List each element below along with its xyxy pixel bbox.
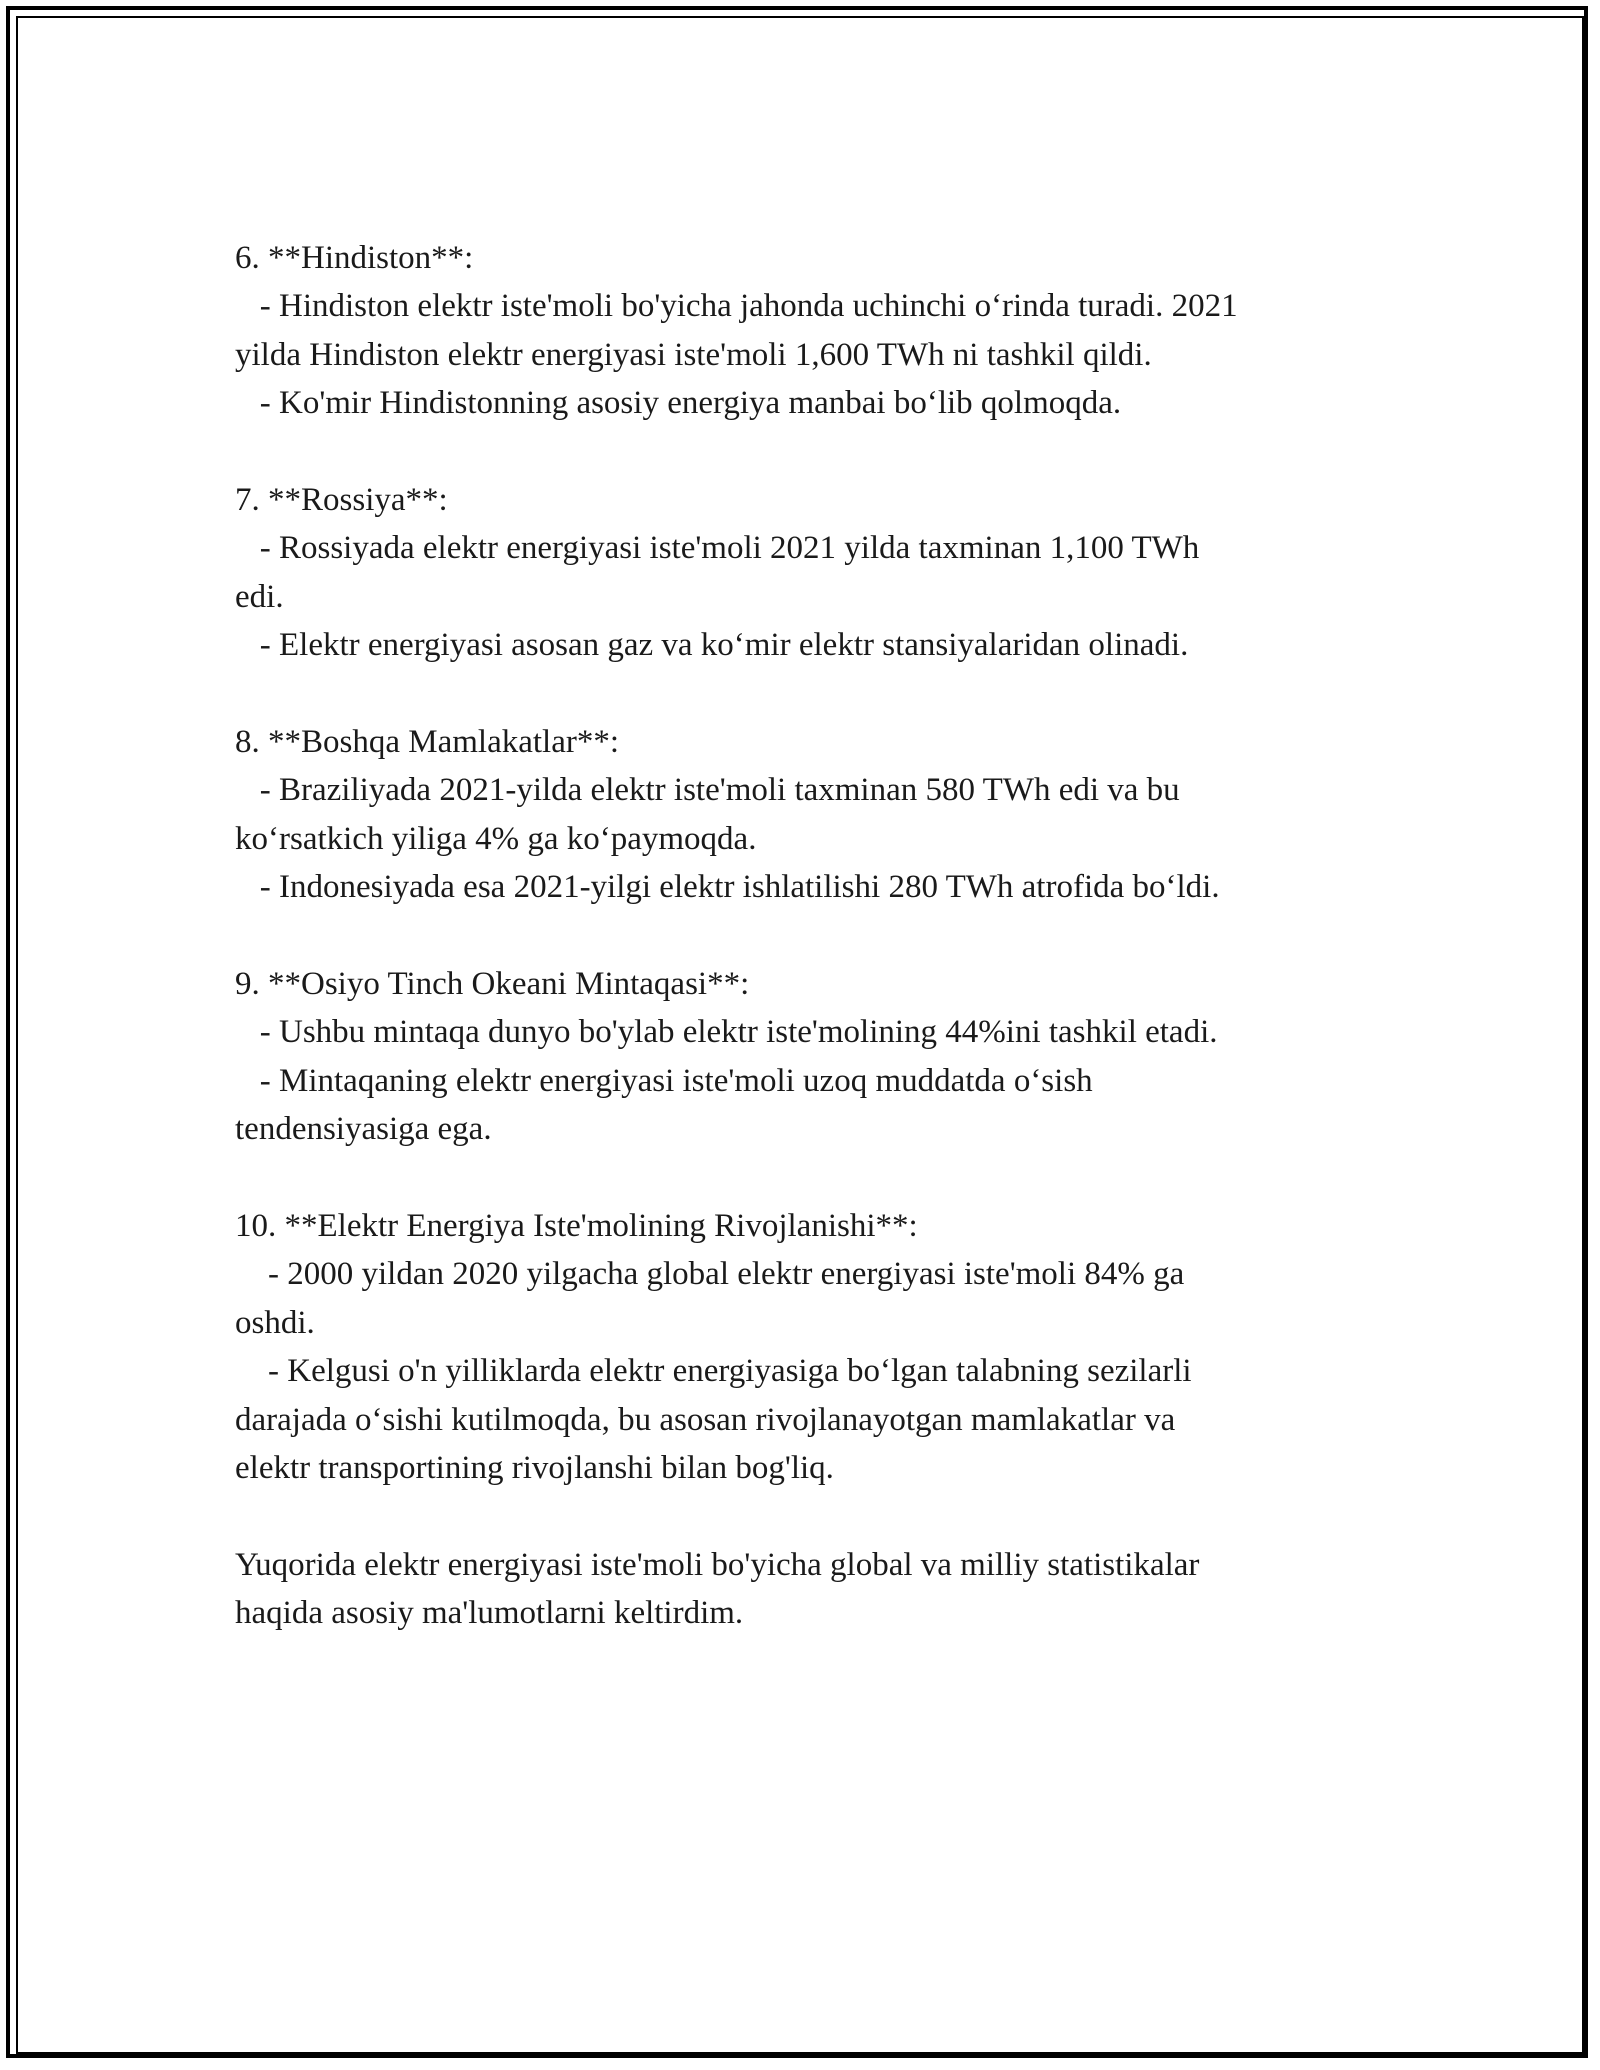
section-rossiya [235,476,1365,670]
section-boshqa-mamlakatlar [235,718,1365,912]
section-line: yilda Hindiston elektr energiyasi iste'moli 1,600 TWh ni tashkil qildi. [235,336,1152,373]
section-line: - Mintaqaning elektr energiyasi iste'moli uzoq muddatda o‘sish [235,1062,1093,1099]
section-line: tendensiyasiga ega. [235,1111,492,1148]
section-heading: 7. **Rossiya**: [235,482,448,519]
section-osiyo-tinch-okeani [235,960,1365,1154]
section-line: - Ushbu mintaqa dunyo bo'ylab elektr iste'molining 44%ini tashkil etadi. [235,1014,1218,1051]
section-line: - 2000 yildan 2020 yilgacha global elektr energiyasi iste'moli 84% ga [235,1256,1185,1293]
section-heading: 8. **Boshqa Mamlakatlar**: [235,724,620,761]
conclusion-paragraph [235,1541,1365,1638]
section-line: ko‘rsatkich yiliga 4% ga ko‘paymoqda. [235,820,757,857]
section-line: - Kelgusi o'n yilliklarda elektr energiyasiga bo‘lgan talabning sezilarli [235,1353,1192,1390]
conclusion-line: Yuqorida elektr energiyasi iste'moli bo'yicha global va milliy statistikalar [235,1546,1200,1583]
section-line: elektr transportining rivojlanshi bilan bog'liq. [235,1450,834,1487]
section-line: darajada o‘sishi kutilmoqda, bu asosan rivojlanayotgan mamlakatlar va [235,1401,1176,1438]
section-line: oshdi. [235,1304,315,1341]
section-line: - Indonesiyada esa 2021-yilgi elektr ishlatilishi 280 TWh atrofida bo‘ldi. [235,869,1220,906]
section-hindiston [235,234,1365,428]
section-line: - Braziliyada 2021-yilda elektr iste'moli taxminan 580 TWh edi va bu [235,772,1180,809]
section-heading: 10. **Elektr Energiya Iste'molining Rivojlanishi**: [235,1208,918,1245]
section-line: - Hindiston elektr iste'moli bo'yicha jahonda uchinchi o‘rinda turadi. 2021 [235,288,1238,325]
section-heading: 6. **Hindiston**: [235,240,474,276]
section-line: - Ko'mir Hindistonning asosiy energiya manbai bo‘lib qolmoqda. [235,385,1122,422]
section-line: - Elektr energiyasi asosan gaz va ko‘mir elektr stansiyalaridan olinadi. [235,627,1189,664]
section-line: - Rossiyada elektr energiyasi iste'moli 2021 yilda taxminan 1,100 TWh [235,530,1200,567]
document-body [235,234,1365,1686]
conclusion-line: haqida asosiy ma'lumotlarni keltirdim. [235,1595,744,1632]
section-rivojlanish [235,1202,1365,1492]
section-line: edi. [235,578,284,615]
section-heading: 9. **Osiyo Tinch Okeani Mintaqasi**: [235,966,750,1003]
